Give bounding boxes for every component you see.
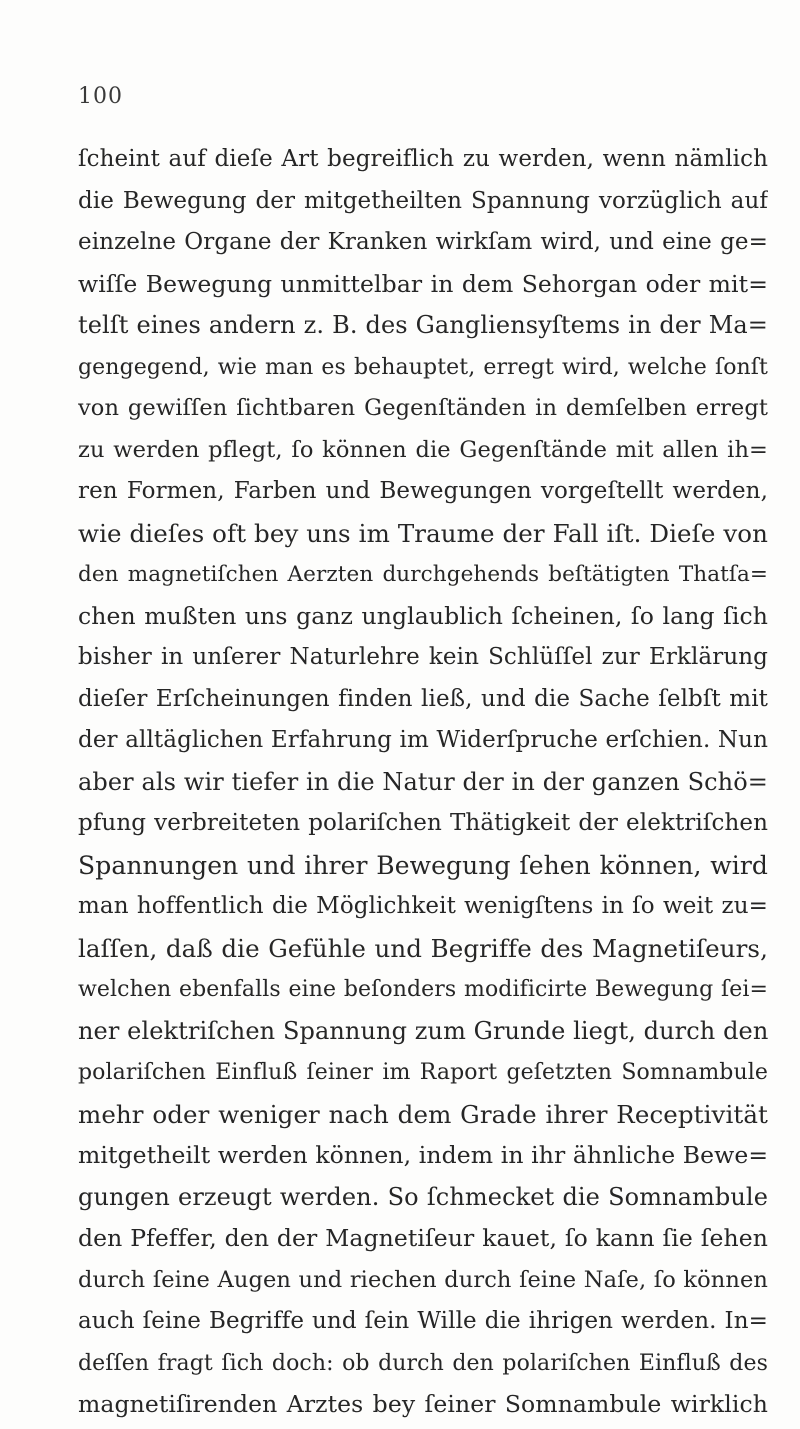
text-line: laſſen, daß die Gefühle und Begriffe des Magnetiſeurs,: [78, 933, 768, 963]
text-line: einzelne Organe der Kranken wirkſam wird, und eine ge=: [78, 229, 768, 255]
text-line: deſſen fragt ſich doch: ob durch den polariſchen Einfluß des: [78, 1350, 768, 1376]
text-line: man hoffentlich die Möglichkeit wenigſtens in ſo weit zu=: [78, 893, 768, 919]
text-line: aber als wir tiefer in die Natur der in der ganzen Schö=: [78, 767, 768, 796]
text-line: von gewiſſen ſichtbaren Gegenſtänden in demſelben erregt: [78, 395, 768, 421]
text-line: bisher in unſerer Naturlehre kein Schlüſſel zur Erklärung: [78, 644, 768, 670]
text-line: welchen ebenfalls eine beſonders modificirte Bewegung ſei=: [78, 977, 768, 1002]
body-text: [78, 139, 768, 1426]
text-line: gengegend, wie man es behauptet, erregt wird, welche ſonſt: [78, 354, 768, 380]
text-line: Spannungen und ihrer Bewegung ſehen können, wird: [78, 850, 768, 880]
text-line: chen mußten uns ganz unglaublich ſcheinen, ſo lang ſich: [78, 601, 768, 630]
text-line: ner elektriſchen Spannung zum Grunde liegt, durch den: [78, 1016, 768, 1045]
text-line: magnetiſirenden Arztes bey ſeiner Somnambule wirklich: [78, 1390, 768, 1418]
text-line: auch ſeine Begriffe und ſein Wille die ihrigen werden. In=: [78, 1308, 768, 1334]
text-line: den Pfeffer, den der Magnetiſeur kauet, ſo kann ſie ſehen: [78, 1224, 768, 1252]
text-line: der alltäglichen Erfahrung im Widerſpruche erſchien. Nun: [78, 727, 768, 753]
text-line: durch ſeine Augen und riechen durch ſeine Naſe, ſo können: [78, 1266, 768, 1293]
text-line: mitgetheilt werden können, indem in ihr ähnliche Bewe=: [78, 1141, 768, 1169]
text-line: die Bewegung der mitgetheilten Spannung vorzüglich auf: [78, 187, 768, 214]
text-line: wiſſe Bewegung unmittelbar in dem Sehorgan oder mit=: [78, 269, 768, 298]
text-line: ren Formen, Farben und Bewegungen vorgeſtellt werden,: [78, 478, 768, 504]
text-line: dieſer Erſcheinungen finden ließ, und die Sache ſelbſt mit: [78, 685, 768, 712]
text-line: mehr oder weniger nach dem Grade ihrer Receptivität: [78, 1099, 768, 1129]
text-line: pfung verbreiteten polariſchen Thätigkeit der elektriſchen: [78, 810, 768, 836]
text-line: den magnetiſchen Aerzten durchgehends beſtätigten Thatſa=: [78, 562, 768, 587]
text-line: zu werden pflegt, ſo können die Gegenſtände mit allen ih=: [78, 436, 768, 463]
text-line: ſcheint auf dieſe Art begreiflich zu werden, wenn nämlich: [78, 146, 768, 172]
page-number: 100: [78, 84, 123, 109]
text-line: wie dieſes oft bey uns im Traume der Fall iſt. Dieſe von: [78, 518, 768, 548]
text-line: polariſchen Einfluß ſeiner im Raport geſetzten Somnambule: [78, 1060, 768, 1085]
text-line: telſt eines andern z. B. des Gangliensyſtems in der Ma=: [78, 311, 768, 339]
text-line: gungen erzeugt werden. So ſchmecket die Somnambule: [78, 1182, 768, 1211]
